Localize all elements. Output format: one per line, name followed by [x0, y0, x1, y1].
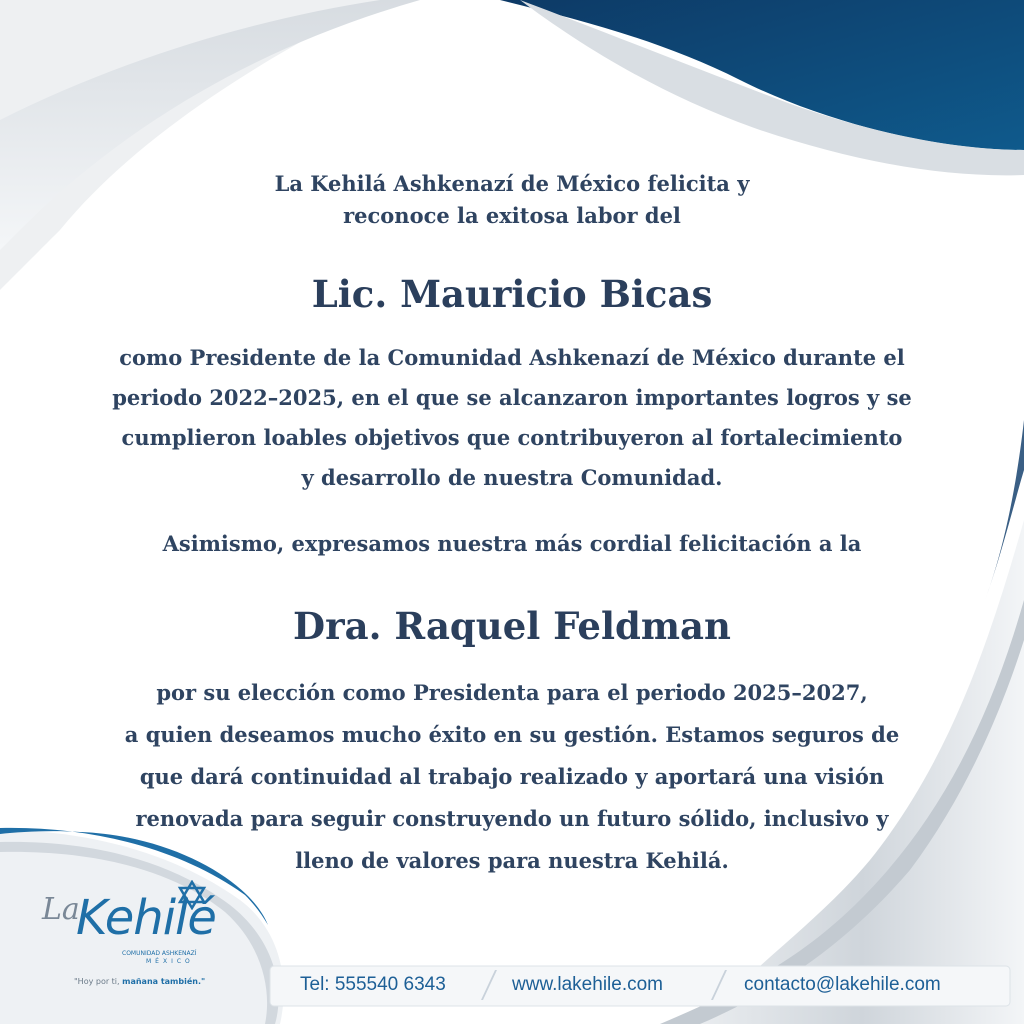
- honoree-name-1: Lic. Mauricio Bicas: [311, 272, 713, 316]
- tagline-start: "Hoy por ti,: [74, 977, 123, 986]
- honoree-name-2: Dra. Raquel Feldman: [293, 604, 731, 648]
- logo-tagline: [74, 977, 205, 986]
- la-kehile-logo: [36, 880, 236, 990]
- logo-name: Kehilé: [76, 890, 216, 946]
- paragraph-line: que dará continuidad al trabajo realizado y aportará una visión: [139, 764, 885, 789]
- paragraph-line: periodo 2022–2025, en el que se alcanzaron importantes logros y se: [112, 385, 912, 410]
- paragraph-2: [70, 672, 954, 882]
- divider: [711, 970, 727, 1000]
- paragraph-line: por su elección como Presidenta para el periodo 2025–2027,: [156, 680, 868, 705]
- logo-subtitle: COMUNIDAD ASHKENAZÍ: [122, 950, 197, 957]
- phone-number: Tel: 555540 6343: [300, 974, 446, 995]
- tagline-end: mañana también.": [122, 977, 206, 986]
- paragraph-line: lleno de valores para nuestra Kehilá.: [295, 848, 729, 873]
- transition-text: Asimismo, expresamos nuestra más cordial felicitación a la: [162, 531, 862, 556]
- paragraph-line: cumplieron loables objetivos que contribuyeron al fortalecimiento: [121, 425, 903, 450]
- paragraph-line: como Presidente de la Comunidad Ashkenazí de México durante el: [119, 345, 905, 370]
- logo-la: La: [42, 892, 80, 927]
- website-link[interactable]: www.lakehile.com: [512, 974, 663, 995]
- intro-line: reconoce la exitosa labor del: [343, 203, 681, 228]
- email-link[interactable]: contacto@lakehile.com: [744, 974, 941, 995]
- intro-text: [70, 168, 954, 232]
- paragraph-1: [70, 338, 954, 498]
- divider: [481, 970, 497, 1000]
- paragraph-line: renovada para seguir construyendo un futuro sólido, inclusivo y: [135, 806, 889, 831]
- paragraph-line: a quien deseamos mucho éxito en su gestión. Estamos seguros de: [124, 722, 900, 747]
- intro-line: La Kehilá Ashkenazí de México felicita y: [274, 171, 750, 196]
- paragraph-line: y desarrollo de nuestra Comunidad.: [301, 465, 723, 490]
- logo-country: MÉXICO: [146, 958, 194, 965]
- contact-footer: [270, 966, 1010, 1006]
